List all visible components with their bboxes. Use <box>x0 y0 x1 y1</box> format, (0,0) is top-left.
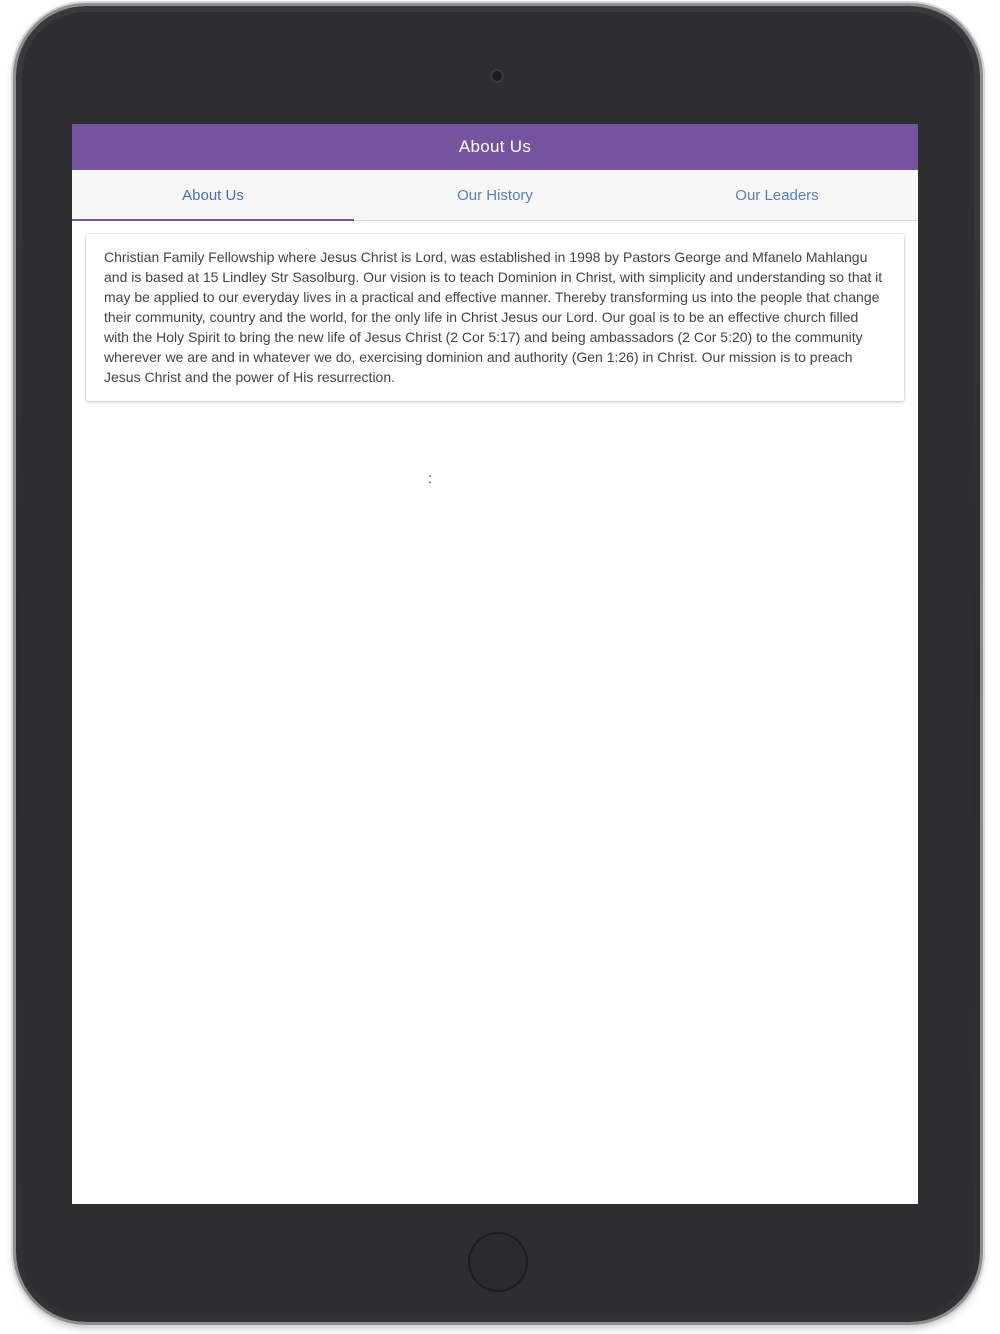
tab-bar <box>72 170 918 221</box>
page-title: About Us <box>458 137 532 156</box>
about-text: Christian Family Fellowship where Jesus Christ is Lord, was established in 1998 by Pastors George and Mfanelo Mahlangu and is based at 15 Lindley Str Sasolburg. Our vision is to teach Dominion in Christ, with simplicity and understanding so that it may be applied to our everyday lives in a practical and effective manner. Thereby transforming us into the people that change their community, country and the world, for the only life in Christ Jesus our Lord. Our goal is to be an effective church filled with the Holy Spirit to bring the new life of Jesus Christ (2 Cor 5:17) and being ambassadors (2 Cor 5:20) to the community wherever we are and in whatever we do, exercising dominion and authority (Gen 1:26) in Christ. Our mission is to preach Jesus Christ and the power of His resurrection. <box>104 249 883 385</box>
tab-our-history[interactable] <box>354 170 636 220</box>
tab-about-us[interactable] <box>72 170 354 220</box>
home-button[interactable] <box>468 1232 528 1292</box>
app-screen <box>72 124 918 1204</box>
tab-our-leaders[interactable] <box>636 170 918 220</box>
tab-label: About Us <box>182 186 244 204</box>
stray-text: : <box>428 470 432 486</box>
about-card <box>86 234 904 401</box>
camera-icon <box>490 69 504 83</box>
tab-label: Our Leaders <box>735 186 819 204</box>
app-bar <box>72 124 918 170</box>
tab-label: Our History <box>457 186 533 204</box>
active-tab-indicator <box>72 219 354 221</box>
